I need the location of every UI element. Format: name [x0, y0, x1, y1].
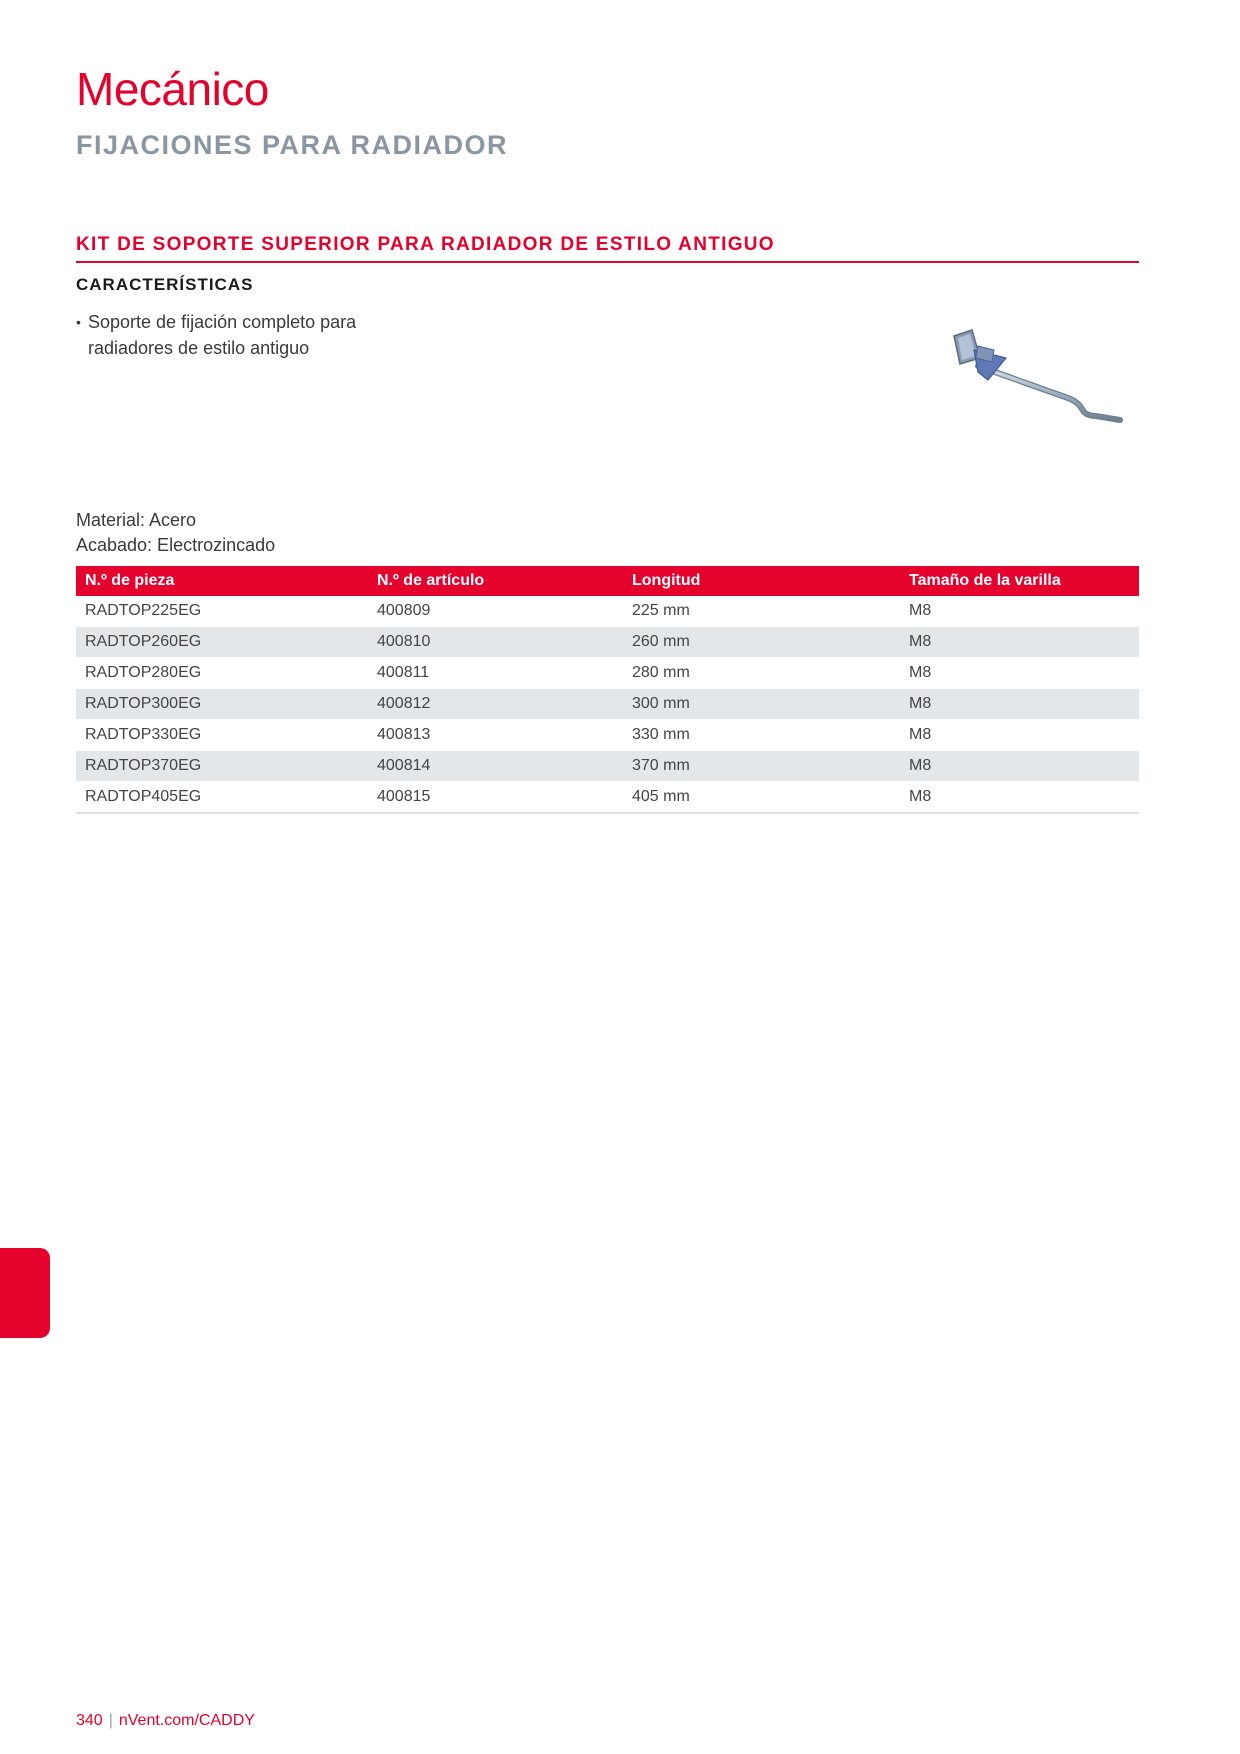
- table-row: [76, 689, 1139, 720]
- length-cell: 370 mm: [623, 751, 900, 782]
- rod-size-cell: M8: [900, 782, 1139, 814]
- part-number-cell: RADTOP300EG: [76, 689, 368, 720]
- page-title: Mecánico: [76, 63, 269, 115]
- header-article-number: N.º de artículo: [368, 566, 623, 596]
- header-length: Longitud: [623, 566, 900, 596]
- table-row: [76, 751, 1139, 782]
- part-number-cell: RADTOP370EG: [76, 751, 368, 782]
- rod-size-cell: M8: [900, 751, 1139, 782]
- footer-website-link[interactable]: nVent.com/CADDY: [118, 1712, 255, 1729]
- part-number-cell: RADTOP280EG: [76, 658, 368, 689]
- features-list: [76, 309, 406, 361]
- table-row: [76, 627, 1139, 658]
- article-number-cell: 400813: [368, 720, 623, 751]
- rod-size-cell: M8: [900, 720, 1139, 751]
- rod-size-cell: M8: [900, 689, 1139, 720]
- material-spec: Material: Acero: [76, 510, 197, 530]
- rod-highlight: [978, 366, 1120, 420]
- article-number-cell: 400812: [368, 689, 623, 720]
- rod-size-cell: M8: [900, 627, 1139, 658]
- product-image: [948, 328, 1128, 428]
- part-number-cell: RADTOP260EG: [76, 627, 368, 658]
- length-cell: 225 mm: [623, 596, 900, 627]
- page-number: 340: [76, 1712, 103, 1729]
- article-number-cell: 400814: [368, 751, 623, 782]
- length-cell: 280 mm: [623, 658, 900, 689]
- feature-item: • Soporte de fijación completo para radiadores de estilo antiguo: [76, 309, 406, 361]
- section-title: KIT DE SOPORTE SUPERIOR PARA RADIADOR DE ESTILO ANTIGUO: [76, 234, 1139, 263]
- rod-size-cell: M8: [900, 658, 1139, 689]
- length-cell: 405 mm: [623, 782, 900, 814]
- table-row: [76, 720, 1139, 751]
- header-rod-size: Tamaño de la varilla: [900, 566, 1139, 596]
- length-cell: 330 mm: [623, 720, 900, 751]
- article-number-cell: 400810: [368, 627, 623, 658]
- page-subtitle: FIJACIONES PARA RADIADOR: [76, 130, 509, 160]
- part-number-cell: RADTOP225EG: [76, 596, 368, 627]
- side-tab-marker: [0, 1248, 50, 1338]
- rod-size-cell: M8: [900, 596, 1139, 627]
- table-row: [76, 782, 1139, 814]
- footer-separator: |: [108, 1712, 113, 1729]
- length-cell: 300 mm: [623, 689, 900, 720]
- article-number-cell: 400811: [368, 658, 623, 689]
- article-number-cell: 400815: [368, 782, 623, 814]
- features-heading: CARACTERÍSTICAS: [76, 275, 254, 294]
- spec-table: [76, 566, 1139, 814]
- length-cell: 260 mm: [623, 627, 900, 658]
- header-part-number: N.º de pieza: [76, 566, 368, 596]
- table-header-row: [76, 566, 1139, 596]
- table-row: [76, 596, 1139, 627]
- table-row: [76, 658, 1139, 689]
- part-number-cell: RADTOP330EG: [76, 720, 368, 751]
- article-number-cell: 400809: [368, 596, 623, 627]
- finish-spec: Acabado: Electrozincado: [76, 535, 276, 555]
- footer: [76, 1712, 255, 1730]
- part-number-cell: RADTOP405EG: [76, 782, 368, 814]
